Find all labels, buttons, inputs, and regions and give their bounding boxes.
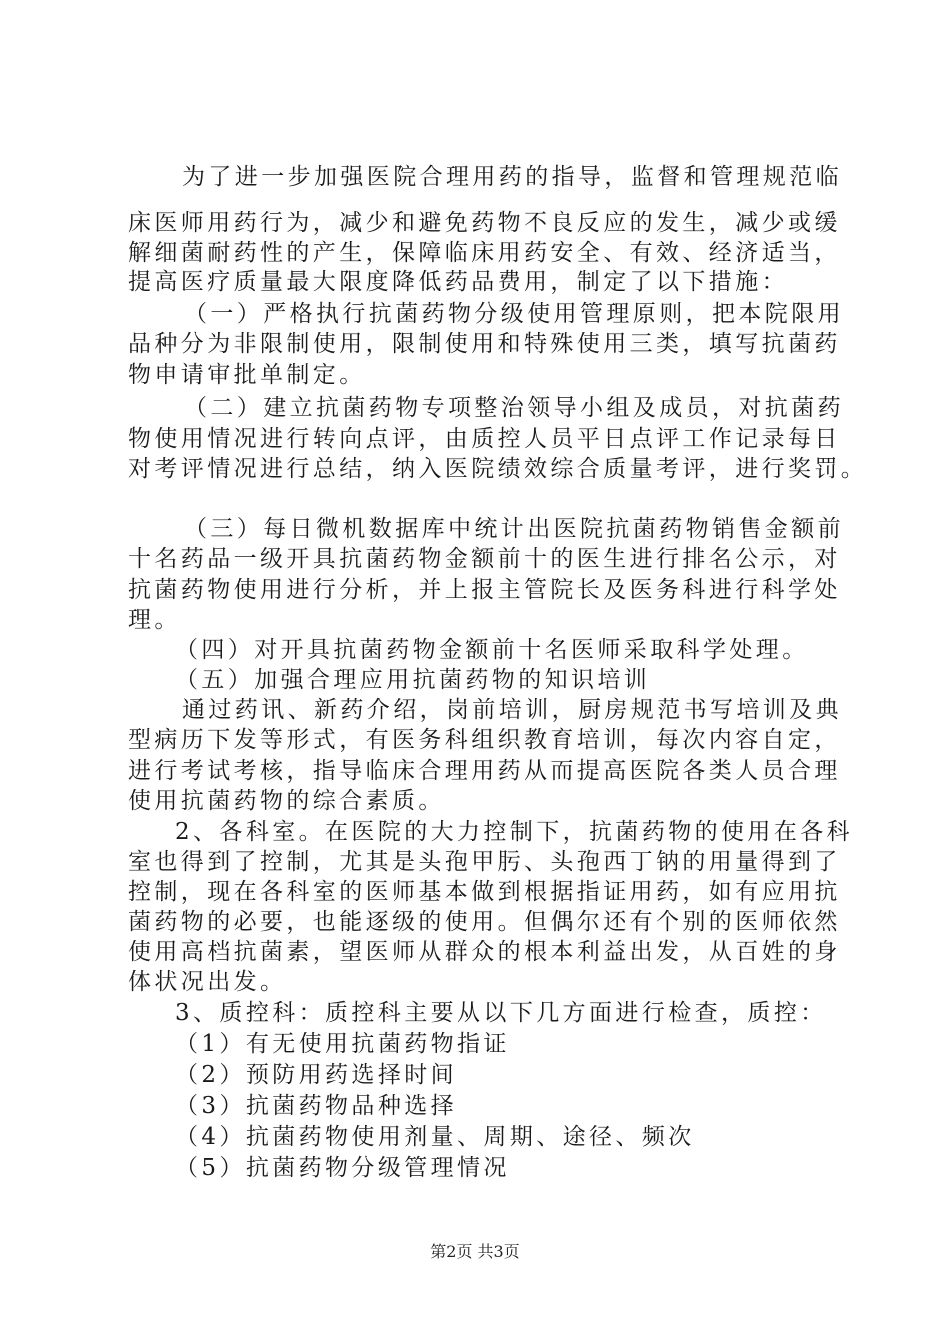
paragraph-line: 抗菌药物使用进行分析，并上报主管院长及医务科进行科学处	[128, 577, 841, 603]
paragraph-line: （一）严格执行抗菌药物分级使用管理原则，把本院限用	[184, 301, 844, 327]
paragraph-line: 3、质控科：质控科主要从以下几方面进行检查，质控：	[175, 1000, 827, 1026]
paragraph-line: 物使用情况进行转向点评，由质控人员平日点评工作记录每日	[128, 426, 841, 452]
paragraph-line: 物申请审批单制定。	[128, 362, 366, 388]
paragraph-line: 体状况出发。	[128, 969, 287, 995]
list-item: （5）抗菌药物分级管理情况	[175, 1155, 510, 1181]
list-item: （3）抗菌药物品种选择	[175, 1093, 458, 1119]
page-number-footer: 第2页 共3页	[430, 1242, 520, 1261]
paragraph-line: 为了进一步加强医院合理用药的指导，监督和管理规范临	[182, 164, 842, 190]
list-item: （1）有无使用抗菌药物指证	[175, 1031, 510, 1057]
list-item: （2）预防用药选择时间	[175, 1062, 458, 1088]
paragraph-line: （三）每日微机数据库中统计出医院抗菌药物销售金额前	[184, 516, 844, 542]
paragraph-line: 对考评情况进行总结，纳入医院绩效综合质量考评，进行奖罚。	[128, 456, 868, 482]
paragraph-line: 室也得到了控制，尤其是头孢甲肟、头孢西丁钠的用量得到了	[128, 849, 841, 875]
paragraph-line: 使用抗菌药物的综合素质。	[128, 788, 445, 814]
paragraph-line: 使用高档抗菌素，望医师从群众的根本利益出发，从百姓的身	[128, 939, 841, 965]
paragraph-line: 解细菌耐药性的产生，保障临床用药安全、有效、经济适当，	[128, 240, 841, 266]
paragraph-line: 型病历下发等形式，有医务科组织教育培训，每次内容自定，	[128, 727, 841, 753]
paragraph-line: 床医师用药行为，减少和避免药物不良反应的发生，减少或缓	[128, 210, 841, 236]
paragraph-line: 进行考试考核，指导临床合理用药从而提高医院各类人员合理	[128, 758, 841, 784]
paragraph-line: 通过药讯、新药介绍，岗前培训，厨房规范书写培训及典	[182, 697, 842, 723]
paragraph-line: 控制，现在各科室的医师基本做到根据指证用药，如有应用抗	[128, 879, 841, 905]
paragraph-line: 2、各科室。在医院的大力控制下，抗菌药物的使用在各科	[175, 819, 854, 845]
paragraph-line: 理。	[128, 607, 181, 633]
paragraph-line: 品种分为非限制使用，限制使用和特殊使用三类，填写抗菌药	[128, 331, 841, 357]
paragraph-line: 十名药品一级开具抗菌药物金额前十的医生进行排名公示，对	[128, 546, 841, 572]
list-item: （4）抗菌药物使用剂量、周期、途径、频次	[175, 1124, 695, 1150]
paragraph-line: 菌药物的必要，也能逐级的使用。但偶尔还有个别的医师依然	[128, 909, 841, 935]
paragraph-line: （四）对开具抗菌药物金额前十名医师采取科学处理。	[175, 637, 809, 663]
paragraph-line: 提高医疗质量最大限度降低药品费用，制定了以下措施：	[128, 269, 788, 295]
paragraph-line: （五）加强合理应用抗菌药物的知识培训	[175, 667, 651, 693]
paragraph-line: （二）建立抗菌药物专项整治领导小组及成员，对抗菌药	[184, 395, 844, 421]
